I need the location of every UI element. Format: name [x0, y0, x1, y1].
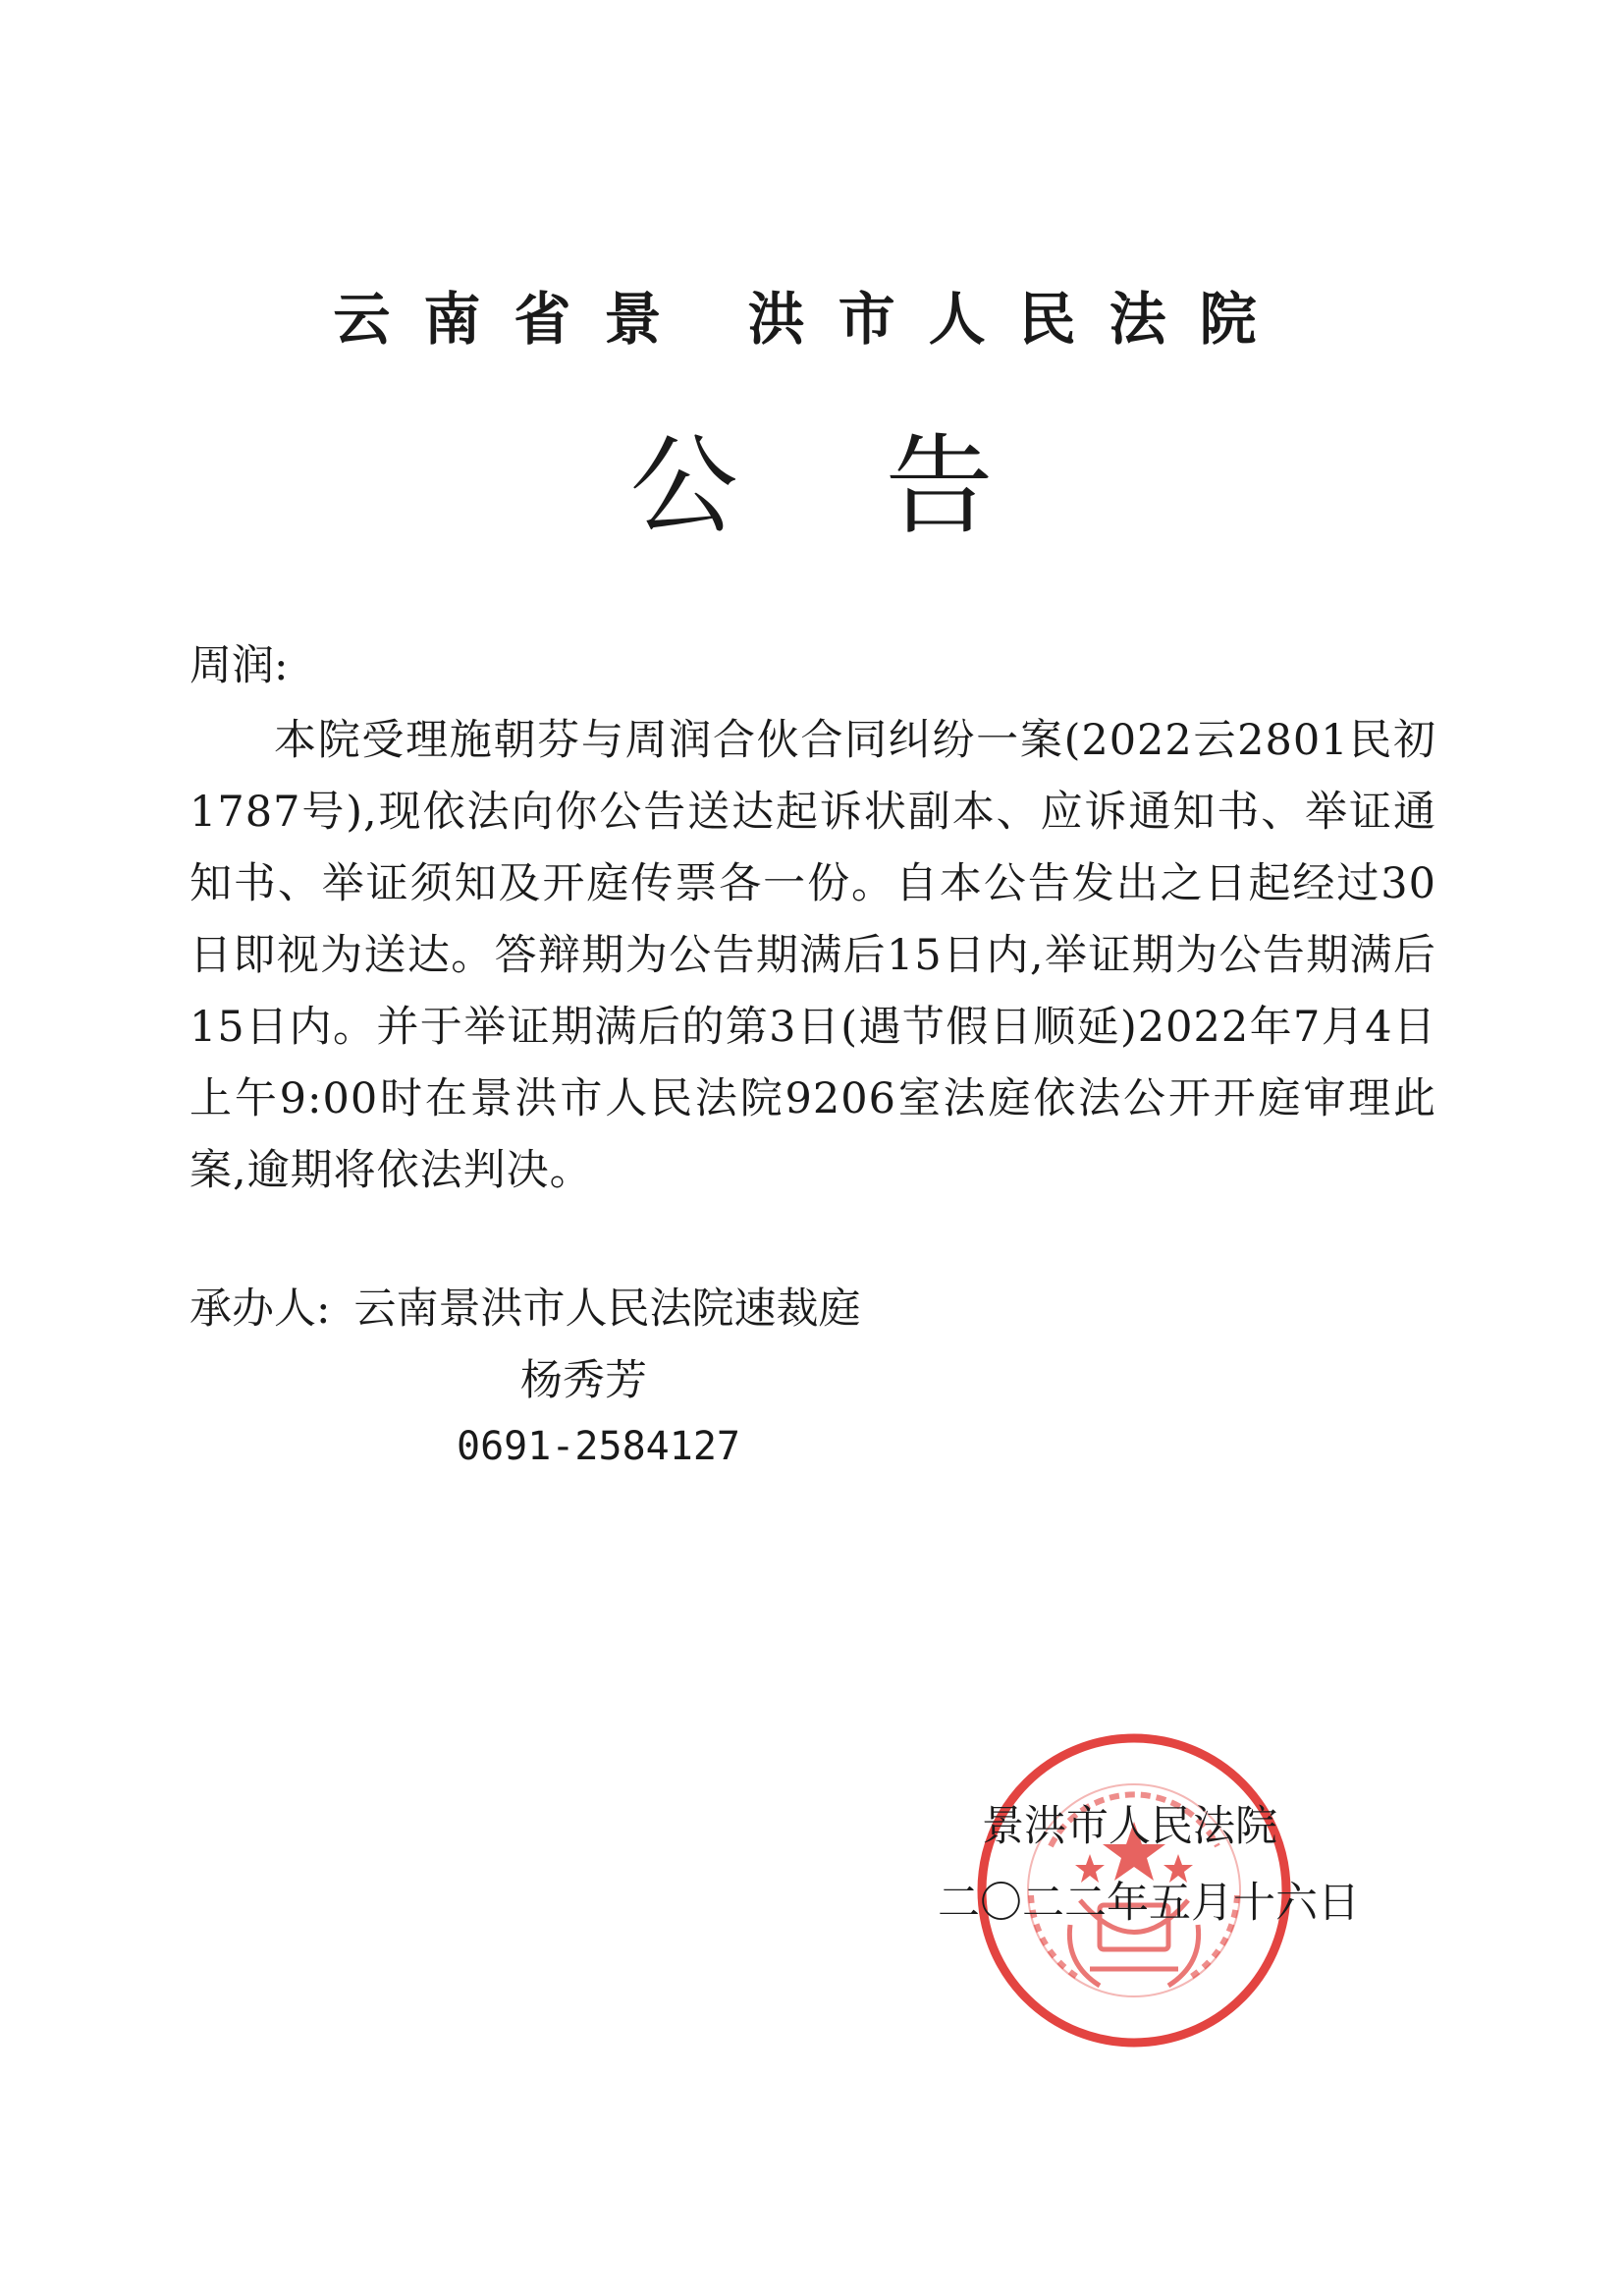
signing-court: 景洪市人民法院	[982, 1802, 1277, 1851]
handler-line	[189, 1282, 861, 1337]
court-name-heading: 云南省景 洪市人民法院	[333, 286, 1290, 353]
handler-label: 承办人:	[189, 1285, 331, 1334]
handler-phone: 0691-2584127	[457, 1424, 740, 1469]
handler-department: 云南景洪市人民法院速裁庭	[353, 1285, 861, 1334]
notice-body: 本院受理施朝芬与周润合伙合同纠纷一案(2022云2801民初1787号),现依法向你公告送达起诉状副本、应诉通知书、举证通知书、举证须知及开庭传票各一份。自本公告发出之日起经过30日即视为送达。答辩期为公告期满后15日内,举证期为公告期满后15日内。并于举证期满后的第3日(遇节假日顺延)2022年7月4日上午9:00时在景洪市人民法院9206室法庭依法公开开庭审理此案,逾期将依法判决。	[189, 716, 1436, 1195]
handler-name: 杨秀芳	[520, 1356, 647, 1405]
signing-date: 二〇二二年五月十六日	[938, 1879, 1360, 1928]
addressee: 周润:	[189, 641, 289, 690]
document-title: 公告	[629, 423, 1141, 549]
